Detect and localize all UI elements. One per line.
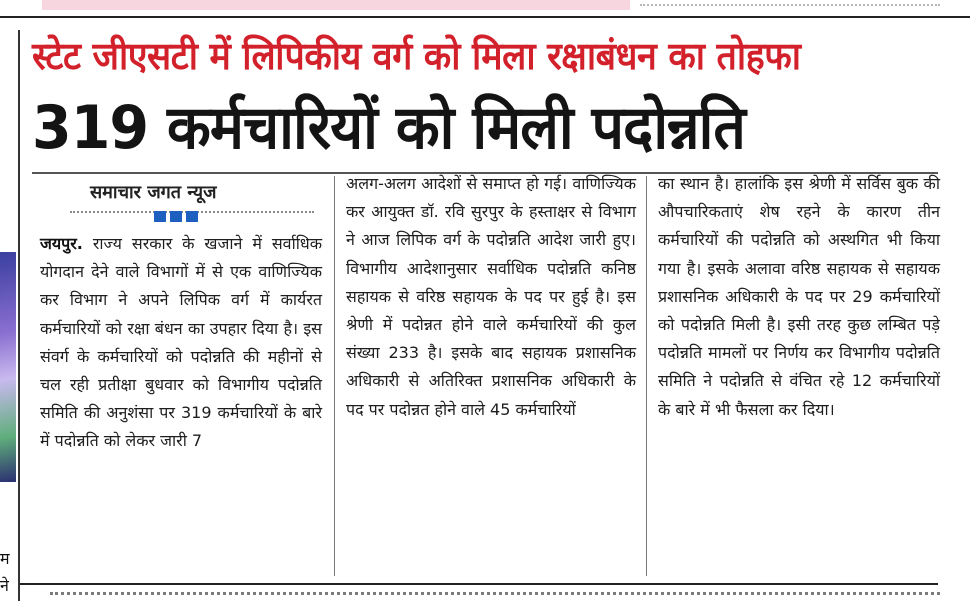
kicker-headline: स्टेट जीएसटी में लिपिकीय वर्ग को मिला रक्षाबंधन का तोहफा xyxy=(32,34,801,78)
article-text: का स्थान है। हालांकि इस श्रेणी में सर्विस बुक की औपचारिकताएं शेष रहने के कारण तीन कर्मचारियों की पदोन्नति को अस्थगित भी किया गया है। इसके अलावा वरिष्ठ सहायक से सहायक प्रशासनिक अधिकारी के पद पर 29 कर्मचारियों को पदोन्नति मिली है। इसी तरह कुछ लम्बित पड़े पदोन्नति मामलों पर निर्णय कर विभागीय पदोन्नति समिति ने पदोन्नति से वंचित रहे 12 कर्मचारियों के बारे में भी फैसला कर दिया। xyxy=(658,174,940,419)
column-divider xyxy=(334,176,335,576)
byline xyxy=(40,178,330,224)
ornament-square xyxy=(186,211,198,222)
article-column-3 xyxy=(658,170,940,424)
previous-article-highlight xyxy=(42,0,630,10)
column-divider xyxy=(646,176,647,576)
previous-article-strip xyxy=(0,0,970,12)
article-text: राज्य सरकार के खजाने में सर्वाधिक योगदान देने वाले विभागों में से एक वाणिज्यिक कर विभाग ने अपने लिपिक वर्ग में कार्यरत कर्मचारियों को रक्षा बंधन का उपहार दिया है। इस संवर्ग के कर्मचारियों को पदोन्नति की महीनों से चल रही प्रतीक्षा बुधवार को विभागीय पदोन्नति समिति की अनुशंसा पर 319 कर्मचारियों के बारे में पदोन्नति को लेकर जारी 7 xyxy=(40,234,322,451)
adjacent-column-rule xyxy=(18,30,20,601)
ornament-square xyxy=(154,211,166,222)
main-headline: 319 कर्मचारियों को मिली पदोन्नति xyxy=(32,93,745,163)
byline-source: समाचार जगत न्यूज xyxy=(90,182,217,203)
article-column-1 xyxy=(40,230,322,456)
ornament-square xyxy=(170,211,182,222)
adjacent-photo-fragment xyxy=(0,252,16,482)
article-column-2 xyxy=(346,170,636,424)
dateline: जयपुर. xyxy=(40,234,83,253)
previous-article-text-fragment xyxy=(640,0,940,6)
article-text: अलग-अलग आदेशों से समाप्त हो गई। वाणिज्यिक कर आयुक्त डॉ. रवि सुरपुर के हस्ताक्षर से विभाग ने आज लिपिक वर्ग के पदोन्नति आदेश जारी हुए। विभागीय आदेशानुसार सर्वाधिक पदोन्नति कनिष्ठ सहायक से वरिष्ठ सहायक के पद पर हुई है। इस श्रेणी में पदोन्नत होने वाले कर्मचारियों की कुल संख्या 233 है। इसके बाद सहायक प्रशासनिक अधिकारी से अतिरिक्त प्रशासनिक अधिकारी के पद पर पदोन्नत होने वाले 45 कर्मचारियों xyxy=(346,174,636,419)
next-article-text-fragment xyxy=(50,592,940,601)
byline-ornament xyxy=(154,207,202,226)
bottom-rule xyxy=(20,583,938,585)
adjacent-text-fragment: ने xyxy=(0,576,9,595)
adjacent-text-fragment: म xyxy=(0,549,10,568)
adjacent-article-edge xyxy=(0,30,20,601)
top-rule xyxy=(0,16,970,18)
